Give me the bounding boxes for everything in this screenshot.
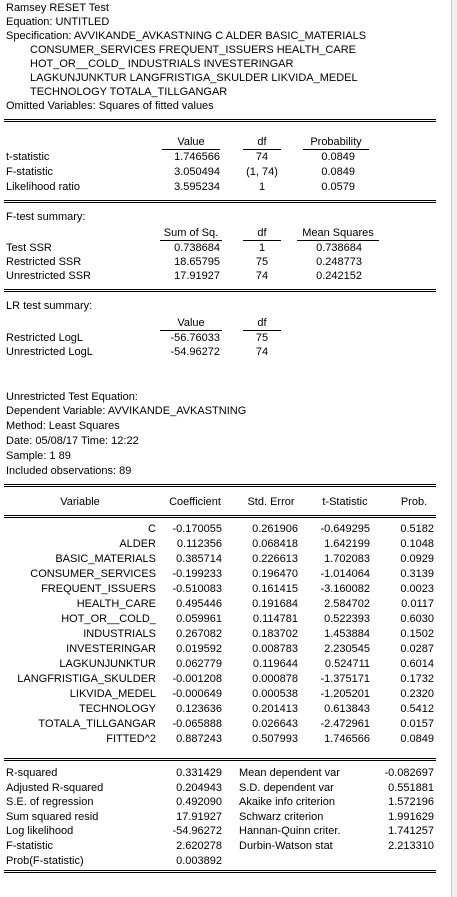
lr-row-df: 75	[255, 332, 269, 344]
f-summary-title: F-test summary:	[6, 211, 86, 223]
coef-t-statistic: 1.702083	[324, 553, 370, 565]
lr-row-df: 74	[255, 346, 269, 358]
stat-label: Likelihood ratio	[6, 181, 80, 193]
col-header-mean-squares: Mean Squares	[297, 227, 379, 241]
coef-t-statistic: 0.522393	[324, 613, 370, 625]
coef-std-error: 0.191684	[252, 598, 298, 610]
coef-t-statistic: -2.472961	[320, 718, 370, 730]
summary-label-left: Sum squared resid	[6, 811, 99, 823]
coef-t-statistic: 2.584702	[324, 598, 370, 610]
coef-std-error: 0.161415	[252, 583, 298, 595]
summary-value-left: 2.620278	[176, 840, 222, 852]
f-row-label: Test SSR	[6, 242, 52, 254]
stat-label: t-statistic	[6, 151, 50, 163]
f-row-label: Unrestricted SSR	[6, 270, 91, 282]
summary-value-right: 2.213310	[388, 840, 434, 852]
coef-prob: 0.2320	[400, 688, 434, 700]
stat-df: 1	[258, 181, 266, 193]
coef-t-statistic: -0.649295	[320, 523, 370, 535]
lr-row-label: Unrestricted LogL	[6, 346, 93, 358]
separator	[4, 289, 436, 292]
summary-value-left: 0.204943	[176, 782, 222, 794]
summary-label-right: Akaike info criterion	[239, 796, 335, 808]
stat-value: 1.746566	[174, 151, 220, 163]
coef-t-statistic: -1.014064	[320, 568, 370, 580]
f-row-df: 1	[258, 242, 266, 254]
coef-variable: HOT_OR__COLD_	[61, 613, 156, 625]
coef-prob: 0.1732	[400, 673, 434, 685]
f-row-mean: 0.738684	[316, 242, 362, 254]
separator	[4, 515, 436, 518]
summary-label-right: Schwarz criterion	[239, 811, 324, 823]
equation-label: Equation: UNTITLED	[6, 16, 110, 28]
summary-label-left: R-squared	[6, 767, 58, 779]
f-row-df: 74	[255, 270, 269, 282]
coef-variable: ALDER	[119, 538, 156, 550]
coef-value: 0.059961	[176, 613, 222, 625]
coef-prob: 0.0929	[400, 553, 434, 565]
coef-value: 0.887243	[176, 733, 222, 745]
coef-variable: HEALTH_CARE	[76, 598, 156, 610]
col-header-std-error: Std. Error	[247, 496, 295, 508]
col-header-variable: Variable	[60, 496, 100, 508]
coef-prob: 0.6014	[400, 658, 434, 670]
summary-value-right: 1.741257	[388, 825, 434, 837]
f-row-sum: 18.65795	[174, 256, 220, 268]
coef-prob: 0.0849	[400, 733, 434, 745]
coef-value: -0.001208	[172, 673, 222, 685]
coef-std-error: 0.183702	[252, 628, 298, 640]
included-observations: Included observations: 89	[6, 465, 132, 477]
date-time: Date: 05/08/17 Time: 12:22	[6, 435, 139, 447]
summary-label-right: S.D. dependent var	[239, 782, 334, 794]
lr-row-value: -54.96272	[170, 346, 220, 358]
coef-std-error: 0.119644	[252, 658, 298, 670]
summary-value-left: 0.492090	[176, 796, 222, 808]
stat-label: F-statistic	[6, 166, 54, 178]
coef-prob: 0.1048	[400, 538, 434, 550]
stat-df: (1, 74)	[246, 166, 278, 178]
col-header-sum-sq: Sum of Sq.	[160, 227, 222, 241]
summary-value-right: 1.572196	[388, 796, 434, 808]
coef-prob: 0.1502	[400, 628, 434, 640]
window-edge	[451, 0, 457, 897]
summary-label-right: Hannan-Quinn criter.	[239, 825, 341, 837]
coef-t-statistic: 0.613843	[324, 703, 370, 715]
summary-value-left: 0.003892	[176, 855, 222, 867]
specification-line: LAGKUNJUNKTUR LANGFRISTIGA_SKULDER LIKVIDA_MEDEL	[30, 72, 358, 84]
summary-label-left: Prob(F-statistic)	[6, 855, 84, 867]
lr-summary-title: LR test summary:	[6, 300, 93, 312]
summary-value-left: 0.331429	[176, 767, 222, 779]
summary-value-right: -0.082697	[384, 767, 434, 779]
coef-variable: TOTALA_TILLGANGAR	[38, 718, 156, 730]
coef-prob: 0.0287	[400, 643, 434, 655]
omitted-variables: Omitted Variables: Squares of fitted values	[6, 100, 214, 112]
f-row-sum: 0.738684	[174, 242, 220, 254]
coef-value: 0.385714	[176, 553, 222, 565]
coef-value: 0.062779	[176, 658, 222, 670]
summary-label-left: S.E. of regression	[6, 796, 94, 808]
stat-df: 74	[255, 151, 269, 163]
coef-variable: LIKVIDA_MEDEL	[69, 688, 156, 700]
stat-prob: 0.0849	[321, 166, 355, 178]
coef-prob: 0.3139	[400, 568, 434, 580]
col-header-df: df	[243, 317, 281, 331]
coef-value: 0.019592	[176, 643, 222, 655]
coef-t-statistic: 1.642199	[324, 538, 370, 550]
coef-value: 0.112356	[176, 538, 222, 550]
coef-value: -0.510083	[172, 583, 222, 595]
test-title: Ramsey RESET Test	[6, 2, 109, 14]
separator	[4, 870, 436, 873]
coef-variable: BASIC_MATERIALS	[55, 553, 156, 565]
separator	[4, 200, 436, 203]
coef-value: 0.123636	[176, 703, 222, 715]
coef-t-statistic: -1.205201	[320, 688, 370, 700]
coef-variable: LANGFRISTIGA_SKULDER	[17, 673, 156, 685]
coef-prob: 0.0023	[400, 583, 434, 595]
f-row-sum: 17.91927	[174, 270, 220, 282]
coef-prob: 0.5412	[400, 703, 434, 715]
coef-t-statistic: -1.375171	[320, 673, 370, 685]
stat-prob: 0.0849	[321, 151, 355, 163]
col-header-value: Value	[160, 317, 222, 331]
coef-std-error: 0.114781	[252, 613, 298, 625]
col-header-df: df	[243, 136, 281, 150]
summary-label-left: Adjusted R-squared	[6, 782, 104, 794]
coef-variable: CONSUMER_SERVICES	[30, 568, 156, 580]
separator	[4, 119, 436, 122]
coef-std-error: 0.261906	[252, 523, 298, 535]
coef-value: -0.065888	[172, 718, 222, 730]
coef-std-error: 0.000538	[252, 688, 298, 700]
lr-row-label: Restricted LogL	[6, 332, 84, 344]
summary-label-left: F-statistic	[6, 840, 54, 852]
coef-std-error: 0.008783	[252, 643, 298, 655]
coef-std-error: 0.068418	[252, 538, 298, 550]
col-header-value: Value	[162, 136, 220, 150]
dependent-variable: Dependent Variable: AVVIKANDE_AVKASTNING	[6, 405, 247, 417]
col-header-coefficient: Coefficient	[169, 496, 221, 508]
summary-value-right: 0.551881	[388, 782, 434, 794]
coef-value: 0.495446	[176, 598, 222, 610]
f-row-df: 75	[255, 256, 269, 268]
coef-variable: LAGKUNJUNKTUR	[59, 658, 156, 670]
coef-prob: 0.0117	[401, 598, 434, 610]
lr-row-value: -56.76033	[170, 332, 220, 344]
separator	[4, 484, 436, 487]
coef-prob: 0.5182	[400, 523, 434, 535]
col-header-probability: Probability	[303, 136, 369, 150]
coef-std-error: 0.000878	[252, 673, 298, 685]
coef-std-error: 0.026643	[252, 718, 298, 730]
summary-value-left: -54.96272	[172, 825, 222, 837]
f-row-mean: 0.248773	[316, 256, 362, 268]
col-header-df: df	[243, 227, 281, 241]
specification-line: Specification: AVVIKANDE_AVKASTNING C ALDER BASIC_MATERIALS	[6, 30, 367, 42]
stat-prob: 0.0579	[321, 181, 355, 193]
coef-t-statistic: -3.160082	[320, 583, 370, 595]
f-row-mean: 0.242152	[316, 270, 362, 282]
f-row-label: Restricted SSR	[6, 256, 82, 268]
coef-variable: INDUSTRIALS	[83, 628, 156, 640]
stat-value: 3.595234	[174, 181, 220, 193]
summary-value-right: 1.991629	[388, 811, 434, 823]
coef-variable: TECHNOLOGY	[78, 703, 156, 715]
unrestricted-title: Unrestricted Test Equation:	[6, 391, 138, 403]
specification-line: HOT_OR__COLD_ INDUSTRIALS INVESTERINGAR	[30, 58, 294, 70]
coef-value: -0.170055	[172, 523, 222, 535]
coef-prob: 0.6030	[400, 613, 434, 625]
summary-label-right: Durbin-Watson stat	[239, 840, 333, 852]
coef-t-statistic: 1.453884	[324, 628, 370, 640]
coef-value: 0.267082	[176, 628, 222, 640]
coef-std-error: 0.201413	[252, 703, 298, 715]
summary-value-left: 17.91927	[176, 811, 222, 823]
coef-variable: INVESTERINGAR	[66, 643, 156, 655]
summary-label-right: Mean dependent var	[239, 767, 340, 779]
sample: Sample: 1 89	[6, 450, 71, 462]
col-header-t-statistic: t-Statistic	[322, 496, 368, 508]
coef-t-statistic: 0.524711	[324, 658, 370, 670]
method: Method: Least Squares	[6, 420, 120, 432]
coef-std-error: 0.226613	[252, 553, 298, 565]
coef-prob: 0.0157	[400, 718, 434, 730]
col-header-prob: Prob.	[400, 496, 428, 508]
coef-std-error: 0.196470	[252, 568, 298, 580]
coef-variable: C	[148, 523, 156, 535]
coef-variable: FITTED^2	[106, 733, 156, 745]
separator	[4, 758, 436, 761]
specification-line: TECHNOLOGY TOTALA_TILLGANGAR	[30, 86, 228, 98]
coef-t-statistic: 1.746566	[324, 733, 370, 745]
summary-label-left: Log likelihood	[6, 825, 74, 837]
coef-std-error: 0.507993	[252, 733, 298, 745]
coef-variable: FREQUENT_ISSUERS	[41, 583, 156, 595]
stat-value: 3.050494	[174, 166, 220, 178]
coef-t-statistic: 2.230545	[324, 643, 370, 655]
coef-value: -0.199233	[172, 568, 222, 580]
specification-line: CONSUMER_SERVICES FREQUENT_ISSUERS HEALTH_CARE	[30, 44, 356, 56]
coef-value: -0.000649	[172, 688, 222, 700]
